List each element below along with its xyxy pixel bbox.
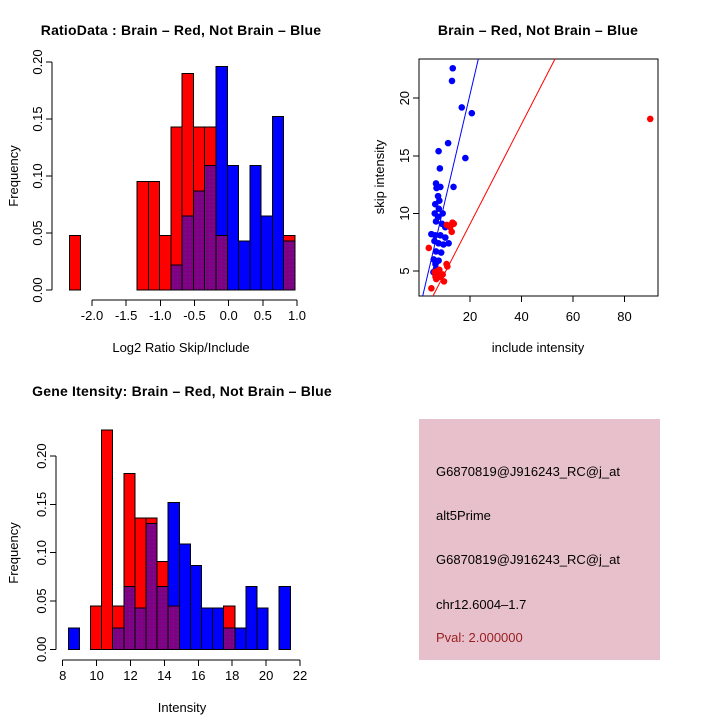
red-fit-line [433, 59, 555, 296]
info-panel [360, 360, 720, 720]
hist-bar-blue [246, 587, 257, 650]
hist-bar-blue [168, 502, 179, 605]
info-splice-type: alt5Prime [436, 508, 491, 523]
x-tick-label: 1.0 [287, 308, 307, 323]
data-point-red [448, 229, 455, 236]
scatter-ylabel: skip intensity [372, 139, 387, 215]
data-point-blue [458, 104, 465, 111]
hist-bar-red [284, 235, 295, 241]
y-tick-label: 0.10 [34, 540, 49, 566]
hist-bar-blue [68, 628, 79, 649]
data-point-blue [449, 65, 456, 72]
info-pval: Pval: 2.000000 [436, 630, 523, 645]
data-point-blue [438, 249, 445, 256]
info-probe-id-2: G6870819@J916243_RC@j_at [436, 552, 620, 567]
hist-bar-overlap [113, 628, 124, 649]
hist-bar-overlap [146, 524, 157, 650]
data-point-blue [437, 165, 444, 172]
hist-bar-overlap [193, 191, 204, 290]
gene-histogram-plot [0, 360, 360, 720]
x-tick-label: -1.0 [149, 308, 172, 323]
hist-bar-overlap [284, 241, 295, 290]
hist-bar-blue [179, 544, 190, 649]
x-tick-label: 0.0 [219, 308, 238, 323]
y-tick-label: 0.05 [34, 588, 49, 614]
hist-bar-blue [257, 608, 268, 650]
scatter-panel [360, 0, 720, 360]
hist-bar-blue [202, 608, 213, 650]
ratio-histogram-plot [0, 0, 360, 360]
x-tick-label: 18 [224, 668, 240, 683]
info-probe-id-1: G6870819@J916243_RC@j_at [436, 464, 620, 479]
gene-histogram-ylabel: Frequency [6, 522, 21, 584]
y-tick-label: 20 [397, 90, 412, 106]
data-point-red [647, 116, 654, 123]
data-point-blue [433, 185, 440, 192]
hist-bar-overlap [157, 587, 168, 650]
y-tick-label: 0.00 [30, 277, 45, 303]
hist-bar-overlap [182, 216, 193, 290]
scatter-title: Brain – Red, Not Brain – Blue [437, 22, 639, 38]
y-tick-label: 0.15 [34, 491, 49, 518]
y-tick-label: 0.00 [34, 636, 49, 662]
y-tick-label: 0.20 [34, 443, 49, 469]
data-point-blue [462, 155, 469, 162]
y-tick-label: 15 [397, 148, 412, 164]
hist-bar-red [160, 235, 171, 290]
hist-bar-blue [250, 166, 261, 290]
data-point-blue [433, 218, 440, 225]
hist-bar-blue [279, 587, 290, 650]
scatter-plot [360, 0, 720, 360]
info-box [419, 419, 660, 660]
x-tick-label: 16 [191, 668, 206, 683]
data-point-blue [469, 110, 476, 117]
hist-bar-red [148, 182, 159, 290]
data-point-red [441, 278, 448, 285]
hist-bar-red [135, 518, 146, 608]
x-tick-label: 80 [617, 309, 632, 324]
hist-bar-blue [261, 216, 272, 290]
ratio-histogram-xlabel: Log2 Ratio Skip/Include [112, 340, 250, 355]
hist-bar-red [224, 606, 235, 628]
hist-bar-red [113, 606, 124, 628]
x-tick-label: 0.5 [253, 308, 272, 323]
hist-bar-blue [235, 628, 246, 649]
hist-bar-red [182, 73, 193, 216]
x-tick-label: 22 [292, 668, 308, 683]
data-point-red [433, 276, 440, 283]
gene-histogram-title: Gene Itensity: Brain – Red, Not Brain – Blue [32, 383, 332, 399]
data-point-blue [435, 148, 442, 155]
hist-bar-red [171, 127, 182, 265]
hist-bar-red [146, 518, 157, 524]
x-tick-label: -1.5 [114, 308, 138, 323]
hist-bar-red [193, 127, 204, 191]
plot-box [419, 59, 658, 296]
x-tick-label: 14 [157, 668, 172, 683]
hist-bar-overlap [216, 235, 227, 290]
data-point-red [428, 285, 435, 292]
data-point-red [426, 245, 433, 252]
hist-bar-red [124, 473, 135, 586]
x-tick-label: -2.0 [80, 308, 104, 323]
y-tick-label: 0.20 [30, 49, 45, 75]
gene-histogram-xlabel: Intensity [157, 700, 207, 715]
hist-bar-blue [213, 608, 224, 650]
y-tick-label: 10 [397, 206, 412, 221]
data-point-red [436, 267, 443, 274]
hist-bar-overlap [124, 587, 135, 650]
y-tick-label: 5 [397, 267, 412, 275]
x-tick-label: 8 [59, 668, 67, 683]
info-location: chr12.6004–1.7 [436, 597, 527, 612]
hist-bar-red [157, 561, 168, 586]
hist-bar-blue [272, 117, 283, 290]
hist-bar-red [205, 127, 216, 166]
data-point-blue [442, 234, 449, 241]
data-point-blue [450, 184, 457, 191]
hist-bar-overlap [135, 608, 146, 650]
data-point-red [443, 261, 450, 268]
hist-bar-red [69, 235, 80, 290]
y-tick-label: 0.05 [30, 220, 45, 246]
ratio-histogram-ylabel: Frequency [6, 145, 21, 207]
y-tick-label: 0.10 [30, 163, 45, 189]
x-tick-label: 12 [123, 668, 138, 683]
x-tick-label: 40 [514, 309, 529, 324]
hist-bar-red [137, 182, 148, 290]
hist-bar-blue [239, 241, 250, 290]
hist-bar-overlap [205, 166, 216, 290]
x-tick-label: 20 [258, 668, 274, 683]
data-point-blue [449, 78, 456, 85]
ratio-histogram-title: RatioData : Brain – Red, Not Brain – Blue [40, 22, 322, 38]
x-tick-label: 10 [89, 668, 104, 683]
hist-bar-overlap [224, 628, 235, 649]
hist-bar-blue [216, 67, 227, 236]
hist-bar-blue [227, 166, 238, 290]
data-point-blue [445, 240, 452, 247]
scatter-xlabel: include intensity [491, 340, 585, 355]
hist-bar-blue [190, 565, 201, 649]
x-tick-label: -0.5 [183, 308, 206, 323]
hist-bar-overlap [168, 606, 179, 649]
x-tick-label: 20 [462, 309, 478, 324]
hist-bar-overlap [171, 265, 182, 290]
gene-histogram-panel [0, 360, 360, 720]
hist-bar-red [90, 606, 101, 649]
x-tick-label: 60 [565, 309, 581, 324]
y-tick-label: 0.15 [30, 106, 45, 132]
hist-bar-red [102, 430, 113, 649]
ratio-histogram-panel [0, 0, 360, 360]
data-point-blue [445, 140, 452, 147]
